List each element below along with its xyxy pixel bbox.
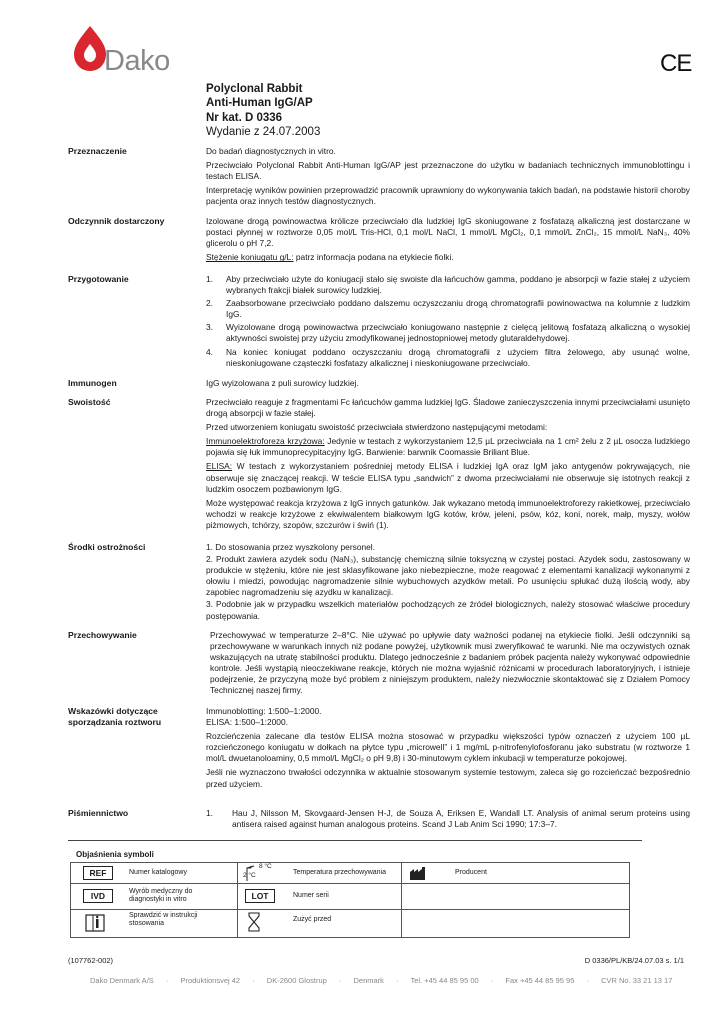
document-reference: D 0336/PL/KB/24.07.03 s. 1/1 [584,956,684,965]
section-content [210,630,690,700]
title-line-1: Polyclonal Rabbit [206,83,303,95]
manufacturer-text: Producent [455,869,487,876]
section-content [206,808,690,833]
item-number: 2. [206,298,213,309]
ivd-symbol: IVD [83,889,113,903]
divider [68,840,642,841]
underlined-term: Stężenie koniugatu g/L: [206,252,294,263]
item-number: 4. [206,346,213,357]
paragraph: ELISA: 1:500–1:2000. [206,717,288,728]
section-label: Wskazówki dotyczące sporządzania roztworu [68,706,162,728]
section-label: Przygotowanie [68,274,129,284]
paragraph: Rozcieńczenia zalecane dla testów ELISA można stosować w przypadku większości typów oznaczeń z użyciem 100 µL rozcieńczonego koniugatu w dołkach na płytce typu „microwell” i 1 mg/mL p-nitrofenylofosforanu jako substratu (w roztworze 1 mol/L dwuetanoloaminy, 0,5 mmol/L MgCl₂ o pH 9,8) i 30-minutowym cyklem inkubacji w temperaturze pokojowej. [206,731,690,764]
text: patrz informacja podana na etykiecie fiolki. [293,252,454,263]
document-code: (107762-002) [68,956,114,965]
paragraph: IgG wyizolowana z puli surowicy ludzkiej. [206,378,359,388]
product-title-block [206,82,320,140]
section-label: Swoistość [68,397,111,407]
separator: · [252,976,255,985]
section-content [206,216,690,266]
section-label: Immunogen [68,378,117,388]
lot-text: Numer serii [293,892,329,899]
company-address [90,976,682,986]
divider [237,863,238,937]
address-part: Denmark [353,976,384,985]
lot-symbol: LOT [245,889,275,903]
edition-date: Wydanie z 24.07.2003 [206,126,321,139]
section-label: Odczynnik dostarczony [68,216,165,226]
section-content [206,542,690,625]
item-number: 3. [206,322,213,333]
ref-text: Numer katalogowy [129,869,187,876]
section-label: Piśmiennictwo [68,808,129,818]
paragraph [206,461,690,494]
brand-name: Dako [104,45,170,77]
separator: · [396,976,399,985]
paragraph: Immunoblotting: 1:500–1:2000. [206,706,322,716]
paragraph: 1. Do stosowania przez wyszkolony personel. [206,542,375,552]
address-part: DK-2600 Glostrup [266,976,327,985]
temp-text: Temperatura przechowywania [293,869,386,876]
reference-number: 1. [206,808,213,818]
manufacturer-icon [409,866,431,881]
expiry-text: Zużyć przed [293,916,332,923]
item-text: Aby przeciwciało użyte do koniugacji stało się swoiste dla łańcuchów gamma, poddano je absorpcji w fazie stałej z użyciem wybranych frakcji białek surowicy ludzkiej. [226,274,690,296]
list-item [206,274,690,296]
section-label: Przechowywanie [68,630,137,640]
paragraph [206,252,690,263]
section-label: Przeznaczenie [68,146,127,156]
paragraph: Jeśli nie wyznaczono trwałości odczynnika w aktualnie stosowanym systemie testowym, zaleca się go rozcieńczać bezpośrednio przed użyciem. [206,767,690,789]
paragraph: Przeciwciało reaguje z fragmentami Fc łańcuchów gamma ludzkiej IgG. Śladowe zanieczyszczenia innymi przeciwciałami usunięto drogą absorpcji w fazie stałej. [206,397,690,419]
list-item [206,298,690,320]
item-text: Wyizolowane drogą powinowactwa przeciwciało koniugowano następnie z cielęcą jelitową fosfatazą alkaliczną o wysokiej aktywności swoistej przy użyciu zmodyfikowanej jednostopniowej metody glutaraldehydowej. [226,322,690,344]
paragraph: Interpretację wyników powinien przeprowadzić pracownik uprawniony do wykonywania takich badań, na podstawie historii choroby pacjenta oraz innych testów diagnostycznych. [206,185,690,207]
instructions-book-icon [85,914,105,932]
item-number: 1. [206,274,213,284]
underlined-term: Immunoelektroforeza krzyżowa: [206,436,325,447]
address-part: Produktionsvej 42 [180,976,241,985]
temp-high: 8 °C [259,863,272,870]
ifu-text: Sprawdzić w instrukcji stosowania [129,912,198,928]
ivd-text: Wyrób medyczny do diagnostyki in vitro [129,888,193,904]
list-item [206,322,690,344]
symbol-legend-table [70,862,630,938]
separator: · [165,976,169,985]
fax: Fax +45 44 85 95 95 [505,976,575,985]
legend-title: Objaśnienia symboli [76,850,154,859]
paragraph: Izolowane drogą powinowactwa królicze przeciwciało dla ludzkiej IgG skoniugowane z fosfatazą alkaliczną jest dostarczane w postaci płynnej w roztworze 0,05 mol/L Tris-HCl, 0,1 mol/L NaCl, 1 mmol/L MgCl₂, 0,1 mmol/L ZnCl₂, 15 mmol/L NaN₃, 40% glicerolu o pH 7,2. [206,216,690,249]
paragraph: 2. Produkt zawiera azydek sodu (NaN₃), substancję chemiczną silnie toksyczną w czystej postaci. Azydek sodu, zastosowany w produkcie w stężeniu, które nie jest sklasyfikowane jako niebezpieczne, może reagować z elementami kanalizacji wykonanymi z ołowiu i miedzi, powodując nagromadzenie silnie wybuchowych azydków metali. Po usunięciu spłukać dużą ilością wody, aby zapobiec nagromadzeniu się azydku w kanalizacji. [206,554,690,598]
paragraph: Przechowywać w temperaturze 2–8°C. Nie używać po upływie daty ważności podanej na etykiecie fiolki. Jeśli odczynniki są przechowywane w warunkach innych niż podane powyżej, użytkownik musi zweryfikować te warunki. Nie ma oczywistych oznak wskazujących na utratę stabilności produktu. Dlatego jednocześnie z badaniem próbek pacjenta należy wykonywać odpowiednie kontrole. Jeśli wystąpią nieoczekiwane reakcje, których nie można wyjaśnić różnicami w procedurach laboratoryjnych, i istnieje podejrzenie, że przyczyną może być problem z niniejszym produktem, należy niezwłocznie skontaktować się z Działem Pomocy Technicznej naszej firmy. [210,630,690,696]
list-item [206,347,690,369]
section-content [206,378,690,392]
separator: · [490,976,494,985]
paragraph: Przeciwciało Polyclonal Rabbit Anti-Human IgG/AP jest przeznaczone do użytku w badaniach technicznych immunoblottingu i testach ELISA. [206,160,690,182]
address-part: Dako Denmark A/S [90,976,154,985]
paragraph: Może występować reakcja krzyżowa z IgG innych gatunków. Jak wykazano metodą immunoelektroforezy rakietkowej, przeciwciało wchodzi w reakcje krzyżowe z ekwiwalentem białkowym IgG kotów, krów, jeleni, psów, kóz, koni, norek, małp, myszy, wołów piżmowych, tchórzy, szopów, szczurów i świń (1). [206,497,690,530]
cvr-number: CVR No. 33 21 13 17 [601,976,673,985]
divider [71,883,629,884]
paragraph: 3. Podobnie jak w przypadku wszelkich materiałów pochodzących ze źródeł biologicznych, należy stosować właściwe procedury postępowania. [206,599,690,621]
separator: · [586,976,589,985]
text: Jedynie w testach z wykorzystaniem 12,5 µL przeciwciała na 1 cm² żelu z 2 µL osocza ludzkiego pojawia się łuk immunoprecypitacyjny IgG. Barwienie: barwnik Coomassie Briliant Blue. [206,436,690,458]
divider [71,909,629,910]
text: W testach z wykorzystaniem pośredniej metody ELISA i ludzkiej IgA oraz IgM jako antygenów pokrywających, nie obserwuje się znaczącej reakcji. W teście ELISA typu „sandwich” z dwoma przeciwciałami nie obserwuje się istotnych reakcji z ludzkim osoczem pozbawionym IgG. [206,461,690,494]
underlined-term: ELISA: [206,461,233,472]
ref-symbol: REF [83,866,113,880]
item-text: Zaabsorbowane przeciwciało poddano dalszemu oczyszczaniu drogą chromatografii powinowactwa na kolumnie z ludzkim IgG. [226,298,690,320]
ce-mark: CE [660,50,692,77]
catalog-number: Nr kat. D 0336 [206,111,283,124]
numbered-list [206,274,690,371]
phone: Tel. +45 44 85 95 00 [410,976,479,985]
paragraph: Przed utworzeniem koniugatu swoistość przeciwciała stwierdzono następującymi metodami: [206,422,548,433]
divider [401,863,402,937]
hourglass-icon [247,912,261,932]
title-line-2: Anti-Human IgG/AP [206,97,313,110]
separator: · [338,976,342,985]
section-content [206,397,690,534]
reference-text: Hau J, Nilsson M, Skovgaard-Jensen H-J, de Souza A, Eriksen E, Wandall LT. Analysis of animal serum proteins using antisera raised against human analogous proteins. Scand J Lab Anim Sci 1990; 17:3–7. [232,808,690,830]
section-content [206,706,690,793]
item-text: Na koniec koniugat poddano oczyszczaniu drogą chromatografii z użyciem filtra żelowego, aby usunąć wolne, nieskoniugowane cząsteczki fosfatazy alkalicznej i nieskoniugowane przeciwciało. [226,346,690,368]
section-content [206,146,690,210]
paragraph [206,436,690,458]
section-label: Środki ostrożności [68,542,146,552]
temp-low: 2 °C [243,872,256,879]
paragraph: Do badań diagnostycznych in vitro. [206,146,336,156]
